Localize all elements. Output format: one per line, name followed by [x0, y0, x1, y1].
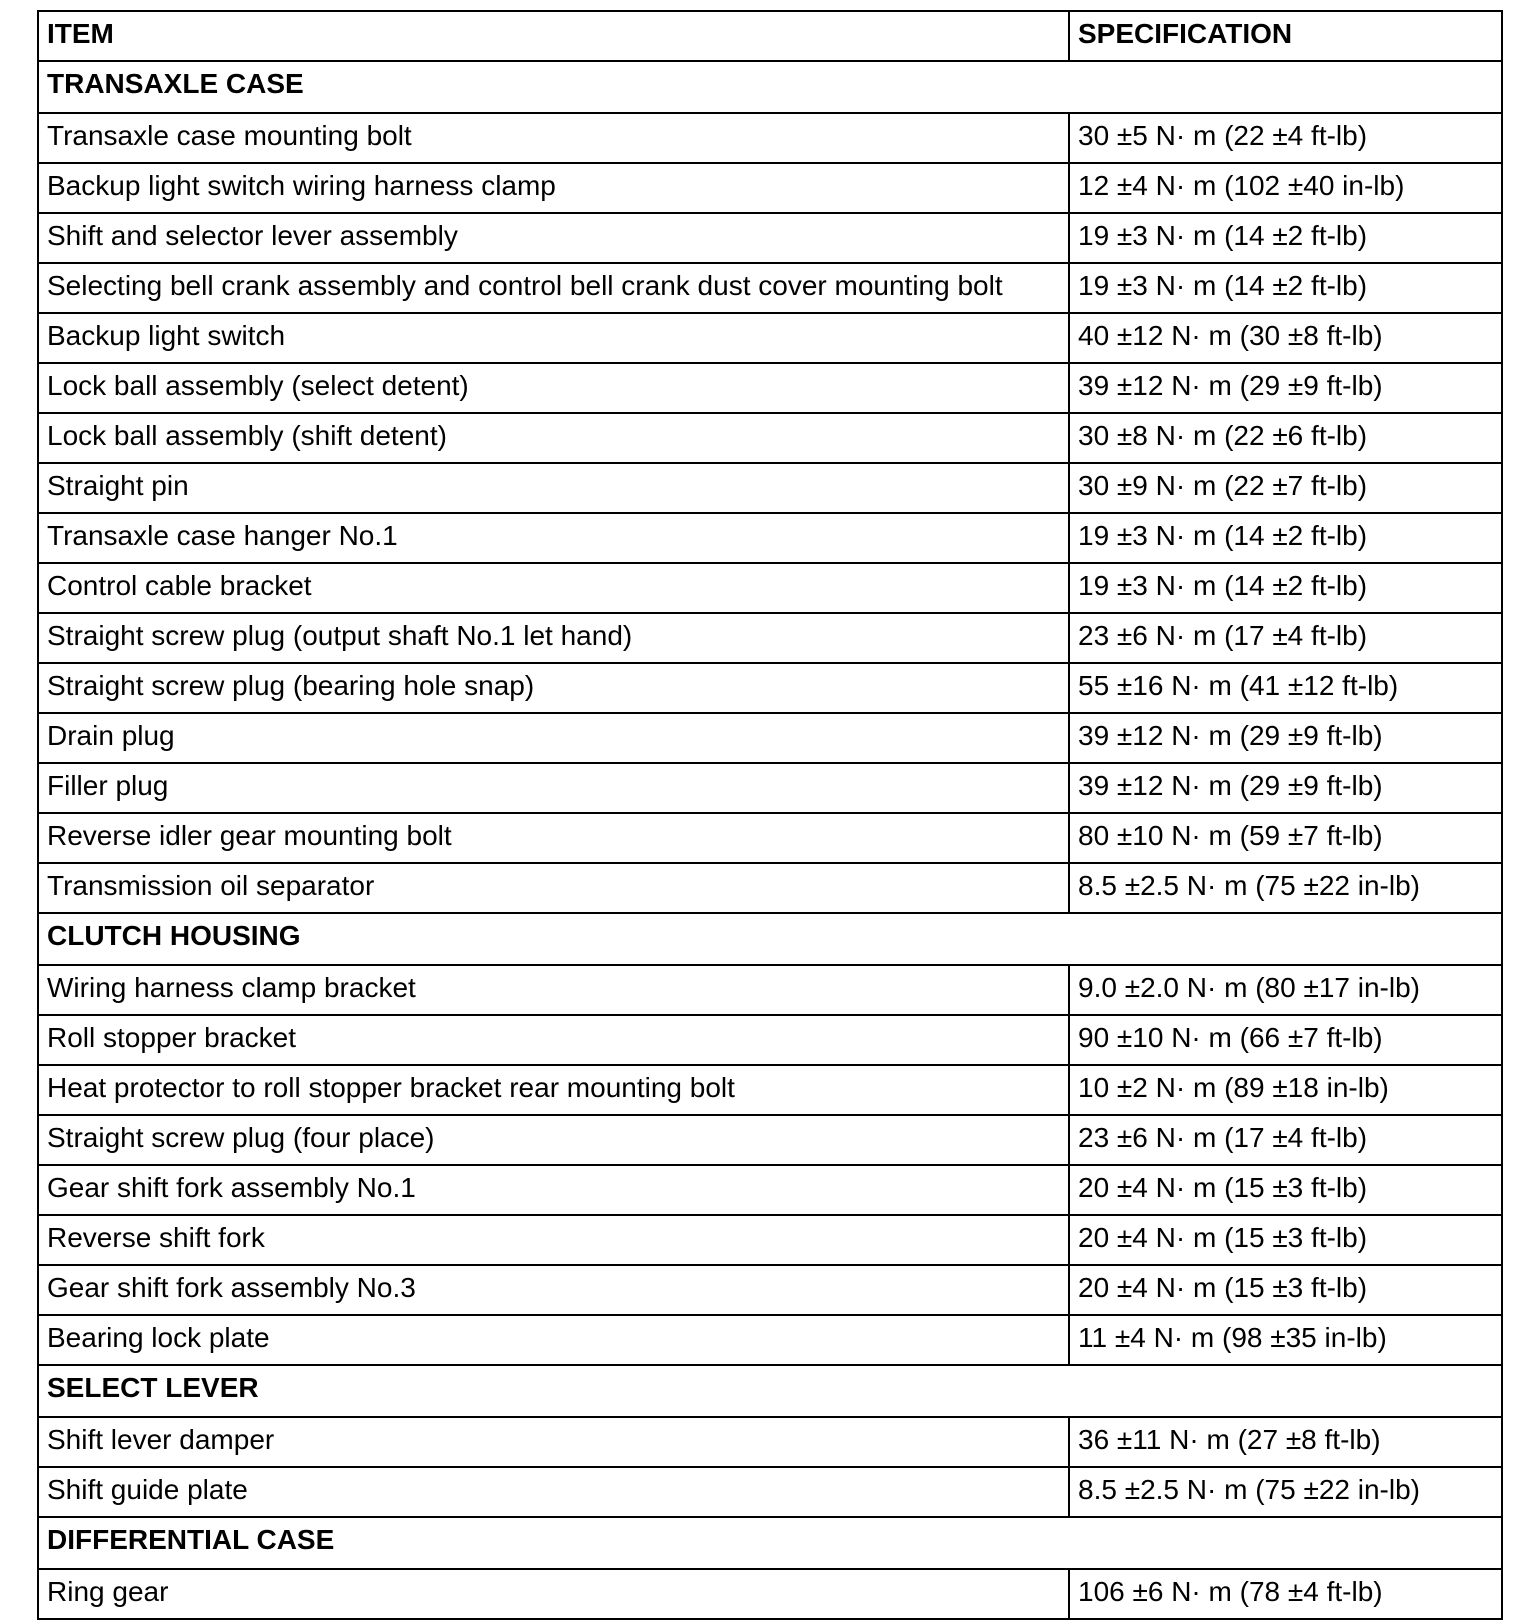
- specification-cell: 30 ±8 N· m (22 ±6 ft-lb): [1069, 413, 1502, 463]
- item-cell: Drain plug: [38, 713, 1069, 763]
- table-row: [38, 363, 1502, 413]
- item-cell: Lock ball assembly (select detent): [38, 363, 1069, 413]
- specification-cell: 19 ±3 N· m (14 ±2 ft-lb): [1069, 563, 1502, 613]
- table-row: [38, 213, 1502, 263]
- specification-cell: 20 ±4 N· m (15 ±3 ft-lb): [1069, 1165, 1502, 1215]
- item-cell: Transaxle case hanger No.1: [38, 513, 1069, 563]
- table-row: [38, 413, 1502, 463]
- item-cell: Filler plug: [38, 763, 1069, 813]
- specification-cell: 19 ±3 N· m (14 ±2 ft-lb): [1069, 213, 1502, 263]
- specification-cell: 8.5 ±2.5 N· m (75 ±22 in-lb): [1069, 863, 1502, 913]
- table-row: [38, 1315, 1502, 1365]
- table-row: [38, 1467, 1502, 1517]
- table-row: [38, 563, 1502, 613]
- item-cell: Backup light switch wiring harness clamp: [38, 163, 1069, 213]
- table-row: [38, 1569, 1502, 1619]
- specification-cell: 36 ±11 N· m (27 ±8 ft-lb): [1069, 1417, 1502, 1467]
- item-cell: Roll stopper bracket: [38, 1015, 1069, 1065]
- specification-cell: 20 ±4 N· m (15 ±3 ft-lb): [1069, 1265, 1502, 1315]
- specification-cell: 55 ±16 N· m (41 ±12 ft-lb): [1069, 663, 1502, 713]
- table-row: [38, 263, 1502, 313]
- item-cell: Gear shift fork assembly No.1: [38, 1165, 1069, 1215]
- section-title: SELECT LEVER: [38, 1365, 1502, 1417]
- column-header-item: ITEM: [38, 11, 1069, 61]
- header-row: [38, 11, 1502, 61]
- item-cell: Straight pin: [38, 463, 1069, 513]
- table-row: [38, 1165, 1502, 1215]
- table-row: [38, 763, 1502, 813]
- section-title: TRANSAXLE CASE: [38, 61, 1502, 113]
- table-row: [38, 1015, 1502, 1065]
- table-row: [38, 1065, 1502, 1115]
- specification-cell: 8.5 ±2.5 N· m (75 ±22 in-lb): [1069, 1467, 1502, 1517]
- item-cell: Bearing lock plate: [38, 1315, 1069, 1365]
- item-cell: Reverse idler gear mounting bolt: [38, 813, 1069, 863]
- item-cell: Control cable bracket: [38, 563, 1069, 613]
- table-row: [38, 313, 1502, 363]
- table-row: [38, 163, 1502, 213]
- item-cell: Backup light switch: [38, 313, 1069, 363]
- specification-cell: 12 ±4 N· m (102 ±40 in-lb): [1069, 163, 1502, 213]
- specification-cell: 23 ±6 N· m (17 ±4 ft-lb): [1069, 613, 1502, 663]
- item-cell: Lock ball assembly (shift detent): [38, 413, 1069, 463]
- table-row: [38, 1215, 1502, 1265]
- specification-cell: 23 ±6 N· m (17 ±4 ft-lb): [1069, 1115, 1502, 1165]
- table-row: [38, 813, 1502, 863]
- specification-cell: 90 ±10 N· m (66 ±7 ft-lb): [1069, 1015, 1502, 1065]
- specification-cell: 106 ±6 N· m (78 ±4 ft-lb): [1069, 1569, 1502, 1619]
- item-cell: Shift and selector lever assembly: [38, 213, 1069, 263]
- table-row: [38, 1265, 1502, 1315]
- column-header-specification: SPECIFICATION: [1069, 11, 1502, 61]
- item-cell: Transmission oil separator: [38, 863, 1069, 913]
- specification-cell: 9.0 ±2.0 N· m (80 ±17 in-lb): [1069, 965, 1502, 1015]
- table-body: [38, 11, 1502, 1619]
- specification-cell: 40 ±12 N· m (30 ±8 ft-lb): [1069, 313, 1502, 363]
- specification-cell: 20 ±4 N· m (15 ±3 ft-lb): [1069, 1215, 1502, 1265]
- specification-cell: 39 ±12 N· m (29 ±9 ft-lb): [1069, 763, 1502, 813]
- section-header-row: [38, 1517, 1502, 1569]
- item-cell: Heat protector to roll stopper bracket rear mounting bolt: [38, 1065, 1069, 1115]
- item-cell: Transaxle case mounting bolt: [38, 113, 1069, 163]
- item-cell: Straight screw plug (bearing hole snap): [38, 663, 1069, 713]
- table-row: [38, 1115, 1502, 1165]
- specification-cell: 80 ±10 N· m (59 ±7 ft-lb): [1069, 813, 1502, 863]
- item-cell: Shift lever damper: [38, 1417, 1069, 1467]
- item-cell: Straight screw plug (four place): [38, 1115, 1069, 1165]
- specification-cell: 19 ±3 N· m (14 ±2 ft-lb): [1069, 513, 1502, 563]
- specification-cell: 39 ±12 N· m (29 ±9 ft-lb): [1069, 713, 1502, 763]
- table-row: [38, 513, 1502, 563]
- specification-cell: 30 ±5 N· m (22 ±4 ft-lb): [1069, 113, 1502, 163]
- item-cell: Reverse shift fork: [38, 1215, 1069, 1265]
- item-cell: Shift guide plate: [38, 1467, 1069, 1517]
- specification-cell: 39 ±12 N· m (29 ±9 ft-lb): [1069, 363, 1502, 413]
- torque-spec-table: [37, 10, 1503, 1620]
- specification-cell: 19 ±3 N· m (14 ±2 ft-lb): [1069, 263, 1502, 313]
- table-row: [38, 613, 1502, 663]
- item-cell: Gear shift fork assembly No.3: [38, 1265, 1069, 1315]
- section-title: CLUTCH HOUSING: [38, 913, 1502, 965]
- specification-cell: 30 ±9 N· m (22 ±7 ft-lb): [1069, 463, 1502, 513]
- table-row: [38, 463, 1502, 513]
- table-row: [38, 863, 1502, 913]
- specification-cell: 11 ±4 N· m (98 ±35 in-lb): [1069, 1315, 1502, 1365]
- table-row: [38, 113, 1502, 163]
- section-header-row: [38, 1365, 1502, 1417]
- section-header-row: [38, 913, 1502, 965]
- item-cell: Wiring harness clamp bracket: [38, 965, 1069, 1015]
- section-header-row: [38, 61, 1502, 113]
- item-cell: Straight screw plug (output shaft No.1 let hand): [38, 613, 1069, 663]
- table-row: [38, 1417, 1502, 1467]
- specification-cell: 10 ±2 N· m (89 ±18 in-lb): [1069, 1065, 1502, 1115]
- item-cell: Selecting bell crank assembly and control bell crank dust cover mounting bolt: [38, 263, 1069, 313]
- table-row: [38, 663, 1502, 713]
- item-cell: Ring gear: [38, 1569, 1069, 1619]
- table-row: [38, 713, 1502, 763]
- table-row: [38, 965, 1502, 1015]
- section-title: DIFFERENTIAL CASE: [38, 1517, 1502, 1569]
